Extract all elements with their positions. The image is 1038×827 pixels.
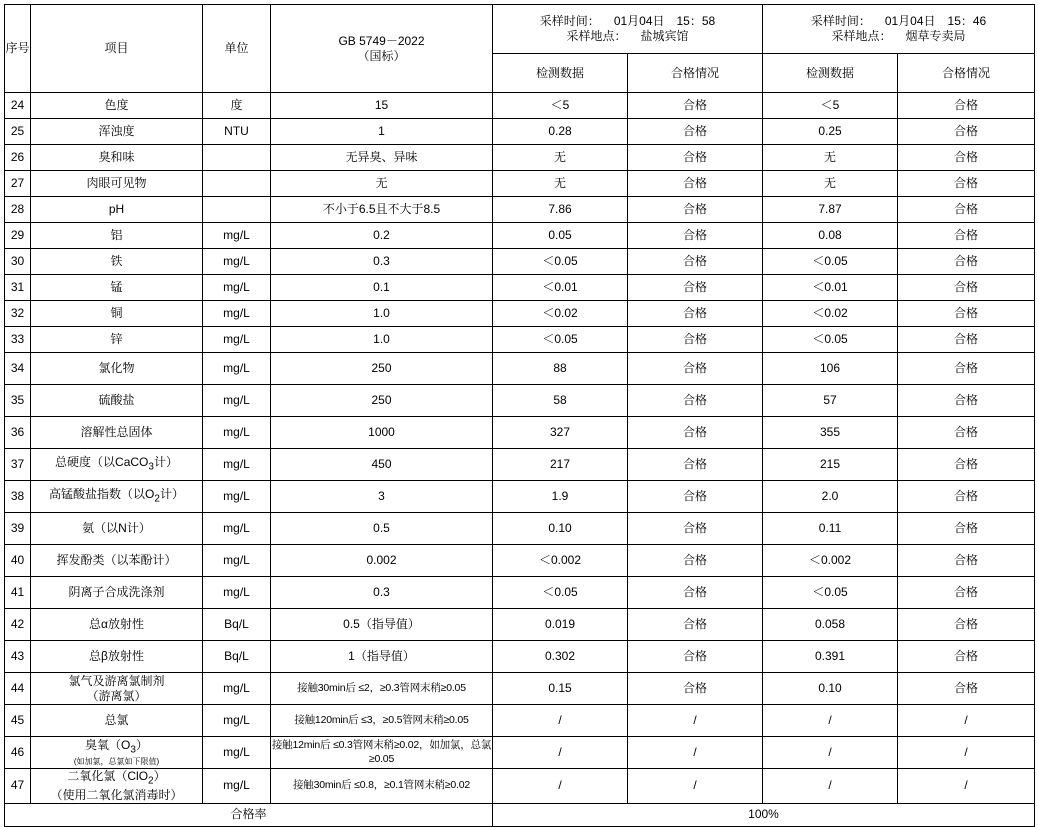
sample-1-info [493,5,763,54]
row-sample2-result: 合格 [898,93,1035,119]
row-standard: 0.3 [271,249,493,275]
table-row [5,481,1035,513]
row-sample2-result: 合格 [898,171,1035,197]
row-sample1-value: / [493,769,628,804]
row-item: 总硬度（以CaCO$_3$计） [31,449,203,481]
row-item: 溶解性总固体 [31,417,203,449]
row-item: 肉眼可见物 [31,171,203,197]
row-sample2-value: / [763,705,898,737]
row-sample2-result: 合格 [898,641,1035,673]
row-seq: 44 [5,673,31,705]
row-sample1-value: 0.15 [493,673,628,705]
sample-1-value-header: 检测数据 [493,54,628,93]
row-item: 总氯 [31,705,203,737]
row-sample1-result: 合格 [628,673,763,705]
row-sample1-value: 0.10 [493,513,628,545]
sample-2-value-header: 检测数据 [763,54,898,93]
row-unit: mg/L [203,769,271,804]
row-sample1-value: ＜0.01 [493,275,628,301]
row-item: 二氧化氯（ClO$_2$） （使用二氧化氯消毒时） [31,769,203,804]
row-sample2-result: 合格 [898,353,1035,385]
row-sample1-result: 合格 [628,327,763,353]
row-seq: 47 [5,769,31,804]
row-standard: 250 [271,385,493,417]
row-sample2-result: / [898,737,1035,769]
header-standard-line1: GB 5749－2022 [338,33,425,48]
row-seq: 45 [5,705,31,737]
row-sample1-value: 88 [493,353,628,385]
table-row [5,119,1035,145]
row-seq: 41 [5,577,31,609]
row-sample1-result: 合格 [628,119,763,145]
row-sample2-result: 合格 [898,301,1035,327]
row-item: 锰 [31,275,203,301]
row-sample1-value: ＜5 [493,93,628,119]
table-row [5,705,1035,737]
row-sample2-value: 215 [763,449,898,481]
header-seq-label: 序号 [5,41,30,55]
row-standard: 0.5（指导值） [271,609,493,641]
row-standard: 250 [271,353,493,385]
row-sample2-value: ＜0.05 [763,327,898,353]
table-row [5,417,1035,449]
sample-2-place [763,29,1034,44]
row-sample1-result: / [628,769,763,804]
row-sample2-value: ＜0.002 [763,545,898,577]
row-unit: mg/L [203,513,271,545]
row-standard: 0.3 [271,577,493,609]
row-unit: mg/L [203,673,271,705]
row-sample1-value: ＜0.05 [493,577,628,609]
row-item: 硫酸盐 [31,385,203,417]
row-sample1-result: 合格 [628,249,763,275]
table-row [5,545,1035,577]
table-footer [5,803,1035,826]
row-seq: 43 [5,641,31,673]
row-sample1-result: 合格 [628,145,763,171]
row-sample1-value: ＜0.02 [493,301,628,327]
row-seq: 34 [5,353,31,385]
table-row [5,673,1035,705]
row-item: 色度 [31,93,203,119]
row-sample1-result: 合格 [628,353,763,385]
row-standard: 接触30min后 ≤0.8，≥0.1管网末稍≥0.02 [271,769,493,804]
table-row [5,385,1035,417]
row-unit: NTU [203,119,271,145]
row-unit: mg/L [203,327,271,353]
sample-1-time-value: 01月04日 15：58 [613,14,716,28]
row-standard: 1000 [271,417,493,449]
pass-rate-value: 100% [493,803,1035,826]
row-sample2-value: / [763,737,898,769]
row-unit: mg/L [203,737,271,769]
header-unit [203,5,271,93]
sample-1-place-label: 采样地点： [566,29,627,43]
row-item: 臭氧$(O_3)$ (如加氯，总氯如下限值) [31,737,203,769]
row-sample1-result: 合格 [628,385,763,417]
row-sample2-result: 合格 [898,513,1035,545]
row-unit: mg/L [203,223,271,249]
row-item: 总α放射性 [31,609,203,641]
row-sample1-result: / [628,737,763,769]
row-sample1-value: 0.28 [493,119,628,145]
row-standard: 接触30min后 ≤2，≥0.3管网末稍≥0.05 [271,673,493,705]
row-seq: 46 [5,737,31,769]
row-item: 铜 [31,301,203,327]
row-sample1-result: 合格 [628,609,763,641]
row-sample1-value: 0.019 [493,609,628,641]
row-sample1-value: 0.302 [493,641,628,673]
row-seq: 25 [5,119,31,145]
header-unit-label: 单位 [224,41,249,55]
row-sample1-result: 合格 [628,449,763,481]
row-standard: 0.1 [271,275,493,301]
row-sample1-value: 7.86 [493,197,628,223]
row-sample2-value: ＜0.05 [763,249,898,275]
table-body [5,93,1035,804]
table-row [5,223,1035,249]
row-standard: 15 [271,93,493,119]
row-item: 氯化物 [31,353,203,385]
row-sample1-value: ＜0.002 [493,545,628,577]
row-seq: 39 [5,513,31,545]
row-sample1-value: 0.05 [493,223,628,249]
row-seq: 42 [5,609,31,641]
header-seq [5,5,31,93]
sample-2-info [763,5,1035,54]
row-item: 氨（以N计） [31,513,203,545]
sample-1-result-header: 合格情况 [628,54,763,93]
row-standard: 0.002 [271,545,493,577]
row-sample1-value: / [493,705,628,737]
pass-rate-label: 合格率 [5,803,493,826]
row-sample2-result: 合格 [898,417,1035,449]
row-seq: 35 [5,385,31,417]
header-standard [271,5,493,93]
row-sample1-result: / [628,705,763,737]
table-row [5,171,1035,197]
row-sample2-value: ＜0.05 [763,577,898,609]
row-sample2-result: 合格 [898,327,1035,353]
row-sample2-result: 合格 [898,385,1035,417]
row-standard: 接触12min后 ≤0.3管网末稍≥0.02，如加氯，总氯≥0.05 [271,737,493,769]
row-item: 氯气及游离氯制剂 （游离氯） [31,673,203,705]
row-sample1-value: ＜0.05 [493,327,628,353]
row-unit [203,145,271,171]
sample-2-place-value: 烟草专卖局 [905,29,966,43]
row-unit: mg/L [203,481,271,513]
row-unit: mg/L [203,249,271,275]
table-row [5,769,1035,804]
row-unit [203,171,271,197]
row-sample2-value: ＜5 [763,93,898,119]
row-standard: 3 [271,481,493,513]
row-seq: 36 [5,417,31,449]
row-sample2-result: 合格 [898,197,1035,223]
header-row-top [5,5,1035,54]
row-standard: 450 [271,449,493,481]
row-standard: 0.2 [271,223,493,249]
table-row [5,327,1035,353]
row-sample2-result: 合格 [898,609,1035,641]
table-row [5,249,1035,275]
row-item: 臭和味 [31,145,203,171]
sample-2-time-value: 01月04日 15：46 [884,14,987,28]
header-item-label: 项目 [104,41,129,55]
row-sample2-result: / [898,705,1035,737]
row-sample2-value: 7.87 [763,197,898,223]
row-seq: 38 [5,481,31,513]
row-unit: mg/L [203,449,271,481]
row-sample2-result: 合格 [898,577,1035,609]
row-unit: mg/L [203,301,271,327]
sample-2-time [763,14,1034,29]
row-seq: 24 [5,93,31,119]
row-item: 挥发酚类（以苯酚计） [31,545,203,577]
row-seq: 27 [5,171,31,197]
row-item: 锌 [31,327,203,353]
row-sample2-value: 0.25 [763,119,898,145]
row-sample1-result: 合格 [628,197,763,223]
row-unit: mg/L [203,545,271,577]
row-sample1-result: 合格 [628,641,763,673]
row-sample2-result: 合格 [898,223,1035,249]
sample-2-time-label: 采样时间： [810,14,871,28]
row-unit: mg/L [203,275,271,301]
row-sample2-value: 2.0 [763,481,898,513]
row-item: 阴离子合成洗涤剂 [31,577,203,609]
row-sample1-value: 无 [493,145,628,171]
row-sample2-value: 0.058 [763,609,898,641]
row-unit: mg/L [203,577,271,609]
table-header [5,5,1035,93]
row-sample2-value: 0.10 [763,673,898,705]
row-sample2-value: 无 [763,145,898,171]
header-standard-line2: （国标） [357,48,406,63]
row-unit: Bq/L [203,609,271,641]
row-unit: mg/L [203,353,271,385]
table-row [5,197,1035,223]
row-standard: 1.0 [271,301,493,327]
row-seq: 32 [5,301,31,327]
row-sample2-value: 0.11 [763,513,898,545]
table-row [5,449,1035,481]
row-sample2-result: 合格 [898,449,1035,481]
table-row [5,737,1035,769]
row-sample2-value: / [763,769,898,804]
table-row [5,93,1035,119]
row-sample2-result: 合格 [898,481,1035,513]
row-sample2-result: / [898,769,1035,804]
row-sample1-result: 合格 [628,93,763,119]
row-standard: 无异臭、异味 [271,145,493,171]
row-standard: 接触120min后 ≤3，≥0.5管网末稍≥0.05 [271,705,493,737]
row-item: 浑浊度 [31,119,203,145]
row-sample2-value: 355 [763,417,898,449]
row-seq: 40 [5,545,31,577]
row-seq: 37 [5,449,31,481]
sample-2-place-label: 采样地点： [831,29,892,43]
row-sample2-result: 合格 [898,119,1035,145]
row-unit: mg/L [203,385,271,417]
sample-1-time-label: 采样时间： [539,14,600,28]
footer-row [5,803,1035,826]
row-sample1-result: 合格 [628,171,763,197]
row-sample1-value: 无 [493,171,628,197]
row-sample1-result: 合格 [628,223,763,249]
sample-1-place [493,29,762,44]
row-unit: mg/L [203,417,271,449]
row-sample1-result: 合格 [628,481,763,513]
row-sample2-value: ＜0.01 [763,275,898,301]
table-row [5,577,1035,609]
row-sample1-result: 合格 [628,545,763,577]
row-unit: Bq/L [203,641,271,673]
row-sample1-value: 327 [493,417,628,449]
row-seq: 26 [5,145,31,171]
row-sample2-value: 0.08 [763,223,898,249]
sample-2-result-header: 合格情况 [898,54,1035,93]
sample-1-time [493,14,762,29]
row-sample2-value: 57 [763,385,898,417]
sample-1-place-value: 盐城宾馆 [640,29,689,43]
row-item: pH [31,197,203,223]
row-sample2-result: 合格 [898,275,1035,301]
row-seq: 33 [5,327,31,353]
row-sample2-value: 106 [763,353,898,385]
row-sample1-value: 1.9 [493,481,628,513]
row-seq: 28 [5,197,31,223]
row-sample2-value: ＜0.02 [763,301,898,327]
row-sample2-value: 无 [763,171,898,197]
row-standard: 0.5 [271,513,493,545]
row-sample2-result: 合格 [898,249,1035,275]
row-sample1-result: 合格 [628,417,763,449]
row-sample1-value: 58 [493,385,628,417]
row-unit: mg/L [203,705,271,737]
row-sample1-value: ＜0.05 [493,249,628,275]
table-row [5,513,1035,545]
row-standard: 不小于6.5且不大于8.5 [271,197,493,223]
row-unit: 度 [203,93,271,119]
row-sample1-result: 合格 [628,513,763,545]
row-unit [203,197,271,223]
row-standard: 1（指导值） [271,641,493,673]
table-row [5,145,1035,171]
row-standard: 1 [271,119,493,145]
row-standard: 1.0 [271,327,493,353]
row-item: 总β放射性 [31,641,203,673]
row-sample1-value: 217 [493,449,628,481]
row-sample2-result: 合格 [898,545,1035,577]
row-seq: 31 [5,275,31,301]
water-quality-table [4,4,1035,827]
row-sample2-value: 0.391 [763,641,898,673]
row-sample2-result: 合格 [898,673,1035,705]
table-row [5,641,1035,673]
row-seq: 30 [5,249,31,275]
row-item: 铁 [31,249,203,275]
row-sample1-value: / [493,737,628,769]
row-sample1-result: 合格 [628,275,763,301]
row-sample1-result: 合格 [628,577,763,609]
row-sample1-result: 合格 [628,301,763,327]
header-item [31,5,203,93]
row-seq: 29 [5,223,31,249]
table-row [5,609,1035,641]
row-standard: 无 [271,171,493,197]
row-item: 铝 [31,223,203,249]
row-sample2-result: 合格 [898,145,1035,171]
table-row [5,301,1035,327]
table-row [5,353,1035,385]
table-row [5,275,1035,301]
row-item: 高锰酸盐指数（以$O_2$计） [31,481,203,513]
